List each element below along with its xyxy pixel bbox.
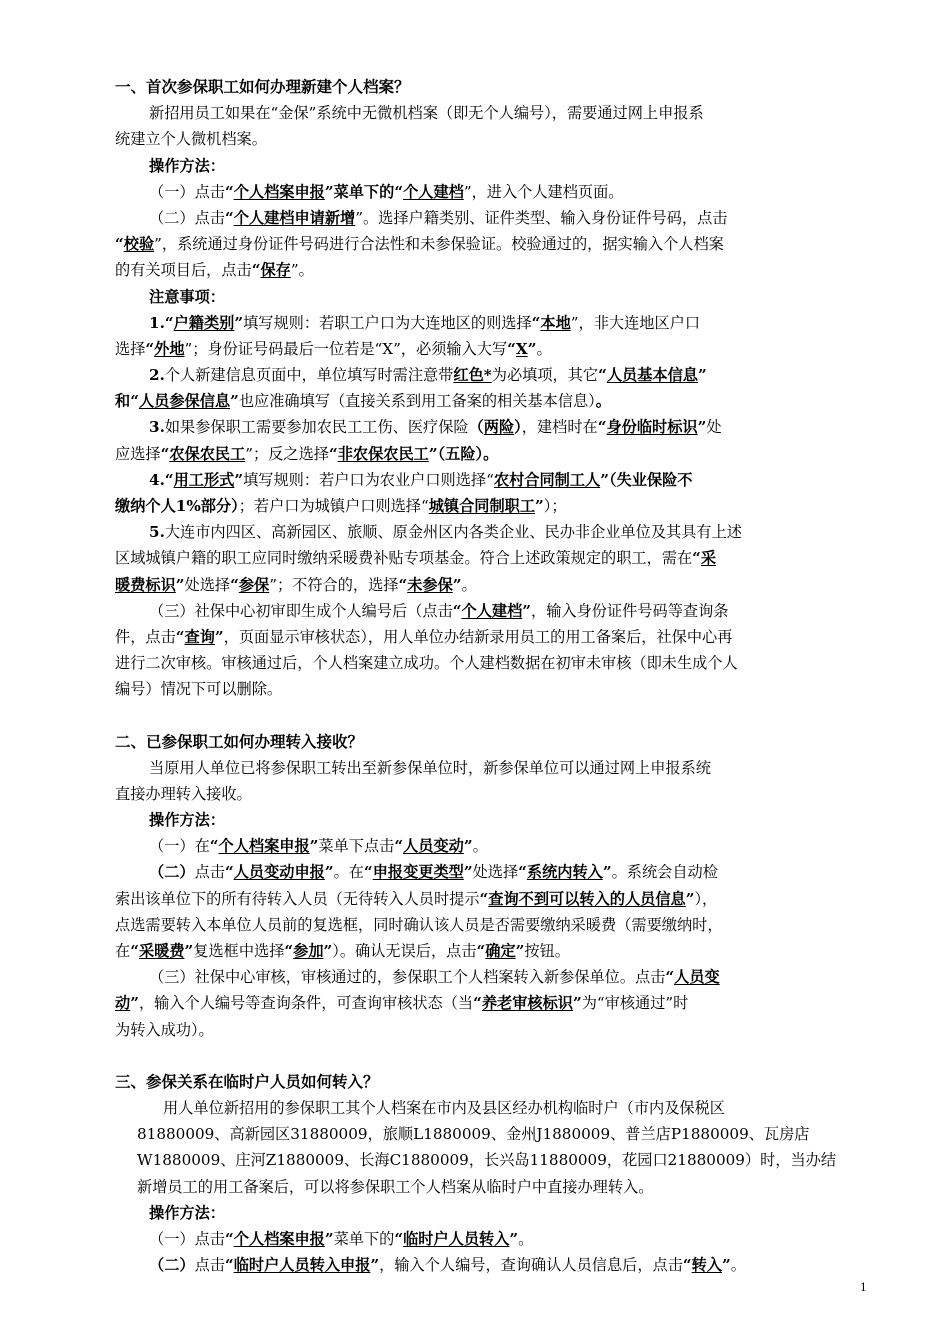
note-2-line-2: 和“人员参保信息”也应准确填写（直接关系到用工备案的相关基本信息）。	[115, 392, 611, 411]
section-3-intro-line-1: 用人单位新招用的参保职工其个人档案在市内及县区经办机构临时户（市内及保税区	[163, 1098, 725, 1117]
section-1-method-label: 操作方法：	[149, 156, 225, 175]
page-number: 1	[860, 1279, 867, 1294]
section-1-step-2-line-1: （二）点击“个人建档申请新增”。选择户籍类别、证件类型、输入身份证件号码，点击	[149, 208, 728, 227]
section-3-step-1: （一）点击“个人档案申报”菜单下的“临时户人员转入”。	[149, 1229, 534, 1248]
note-2-line-1: 2.个人新建信息页面中，单位填写时需注意带红色*为必填项，其它“人员基本信息”	[149, 366, 707, 385]
section-2-step-1: （一）在“个人档案申报”菜单下点击“人员变动”。	[149, 837, 488, 856]
section-1-step-2-line-2: “校验”，系统通过身份证件号码进行合法性和未参保验证。校验通过的，据实输入个人档案	[115, 235, 724, 254]
section-2-step-3-line-1: （三）社保中心审核，审核通过的，参保职工个人档案转入新参保单位。点击“人员变	[149, 968, 720, 987]
note-5-line-1: 5.大连市内四区、高新园区、旅顺、原金州区内各类企业、民办非企业单位及其具有上述	[149, 523, 742, 542]
spacer	[115, 703, 871, 729]
menu-term: 个人建档	[403, 182, 464, 201]
menu-term: 个人档案申报	[233, 182, 325, 201]
note-3-line-2: 应选择“农保农民工”；反之选择“非农保农民工”（五险）。	[115, 444, 499, 463]
note-4-line-1: 4.“用工形式”填写规则：若户口为农业户口则选择“农村合同制工人”（失业保险不	[149, 470, 693, 489]
section-3-intro-line-4: 新增员工的用工备案后，可以将参保职工个人档案从临时户中直接办理转入。	[137, 1177, 654, 1196]
section-3-intro-line-3: W1880009、庄河Z1880009、长海C1880009，长兴岛11880009，花园口21880009）时，当办结	[137, 1151, 837, 1170]
note-5-line-2: 区域城镇户籍的职工应同时缴纳采暖费补贴专项基金。符合上述政策规定的职工，需在“采	[115, 549, 717, 568]
section-1-step-2-line-3: 的有关项目后，点击“保存”。	[115, 261, 314, 280]
note-1-line-2: 选择“外地”；身份证号码最后一位若是“X”，必须输入大写“X”。	[115, 339, 552, 358]
section-1-title: 一、首次参保职工如何办理新建个人档案？	[115, 78, 410, 96]
note-3-line-1: 3.如果参保职工需要参加农民工工伤、医疗保险（两险），建档时在“身份临时标识”处	[149, 418, 722, 437]
section-3-intro-line-2: 81880009、高新园区31880009，旅顺L1880009、金州J1880009、普兰店P1880009、瓦房店	[137, 1125, 810, 1144]
section-1-intro-line-2: 统建立个人微机档案。	[115, 130, 267, 149]
section-3-method-label: 操作方法：	[149, 1203, 225, 1222]
section-2-step-2-line-4: 在“采暖费”复选框中选择“参加”）。确认无误后，点击“确定”按钮。	[115, 942, 570, 960]
button-term: 保存	[260, 261, 291, 280]
section-1-step-3-line-4: 编号）情况下可以删除。	[115, 680, 283, 699]
button-term: 校验	[123, 235, 155, 254]
section-1-intro-line-1: 新招用员工如果在“金保”系统中无微机档案（即无个人编号），需要通过网上申报系	[149, 104, 704, 123]
section-1-step-3-line-3: 进行二次审核。审核通过后，个人档案建立成功。个人建档数据在初审未审核（即未生成个人	[115, 654, 738, 673]
menu-term: 个人建档申请新增	[233, 208, 356, 227]
spacer	[115, 1043, 871, 1069]
section-1-step-3-line-1: （三）社保中心初审即生成个人编号后（点击“个人建档”，输入身份证件号码等查询条	[149, 601, 729, 620]
section-3-step-2: （二）点击“临时户人员转入申报”，输入个人编号，查询确认人员信息后，点击“转入”。	[149, 1256, 746, 1275]
document-page	[115, 74, 871, 1278]
section-2-step-2-line-3: 点选需要转入本单位人员前的复选框，同时确认该人员是否需要缴纳采暖费（需要缴纳时，	[115, 915, 723, 934]
section-2-title: 二、已参保职工如何办理转入接收？	[115, 732, 364, 751]
section-2-step-2-line-1: （二）点击“人员变动申报”。在“申报变更类型”处选择“系统内转入”。系统会自动检	[149, 863, 718, 882]
section-1-notes-label: 注意事项：	[149, 287, 225, 306]
section-2-step-3-line-3: 为转入成功）。	[115, 1020, 214, 1039]
section-3-title: 三、参保关系在临时户人员如何转入？	[115, 1072, 379, 1091]
section-2-intro-line-2: 直接办理转入接收。	[115, 784, 252, 803]
section-2-method-label: 操作方法：	[149, 811, 225, 830]
section-1-step-1: （一）点击“个人档案申报”菜单下的“个人建档”，进入个人建档页面。	[149, 182, 624, 201]
section-2-step-2-line-2: 索出该单位下的所有待转入人员（无待转入人员时提示“查询不到可以转入的人员信息”），	[115, 889, 718, 908]
section-2-step-3-line-2: 动”，输入个人编号等查询条件，可查询审核状态（当“养老审核标识”为“审核通过”时	[115, 994, 689, 1013]
note-1-line-1: 1.“户籍类别”填写规则：若职工户口为大连地区的则选择“本地”，非大连地区户口	[149, 313, 701, 332]
note-4-line-2: 缴纳个人1%部分）；若户口为城镇户口则选择“城镇合同制职工”）；	[115, 497, 567, 515]
note-5-line-3: 暖费标识”处选择“参保”；不符合的，选择“未参保”。	[115, 575, 477, 594]
section-2-intro-line-1: 当原用人单位已将参保职工转出至新参保单位时，新参保单位可以通过网上申报系统	[149, 758, 711, 777]
section-1-step-3-line-2: 件，点击“查询”，页面显示审核状态），用人单位办结新录用员工的用工备案后，社保中心再	[115, 627, 733, 646]
